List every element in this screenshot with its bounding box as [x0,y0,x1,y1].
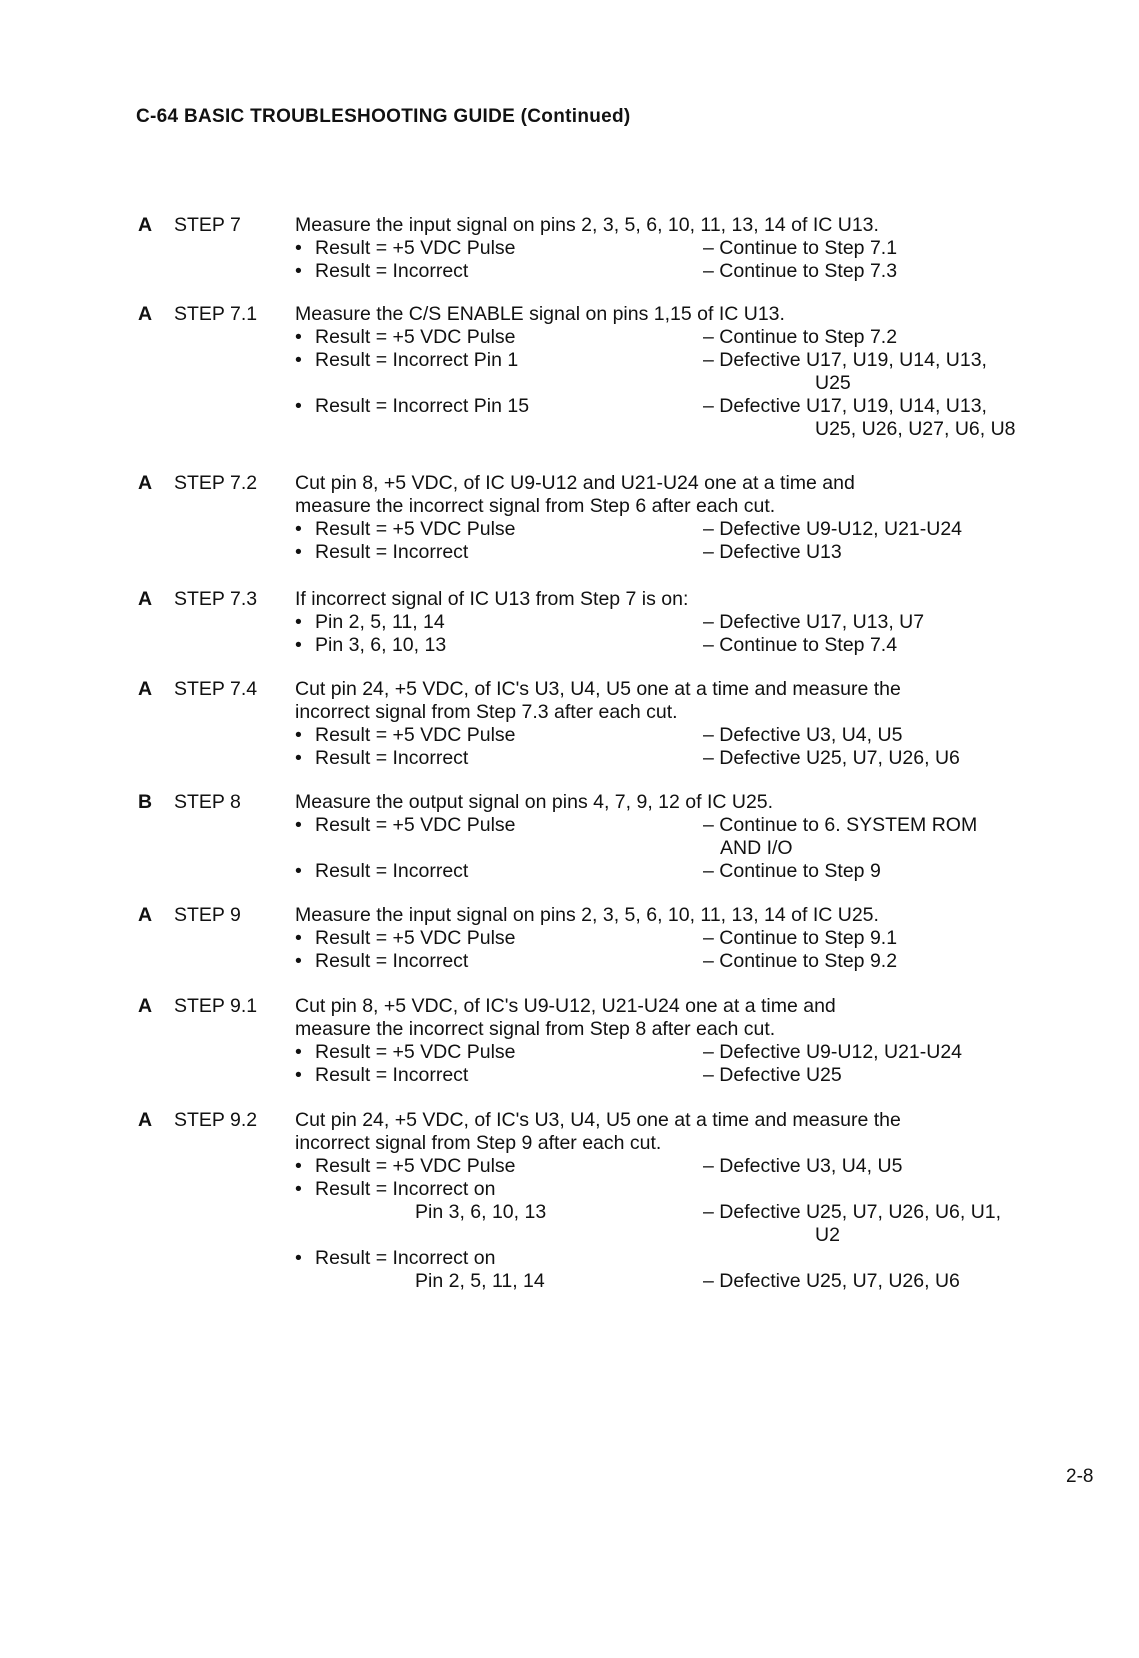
result-pins: Pin 3, 6, 10, 13 [415,1201,547,1223]
step-code: A [138,678,153,700]
step-body [295,1109,1075,1293]
result-row-continued [295,1201,1075,1224]
step-instruction: Cut pin 8, +5 VDC, of IC's U9-U12, U21-U24 one at a time and [295,995,836,1017]
step-body [295,588,1075,657]
result-row-continued [295,418,1075,441]
step-instruction: If incorrect signal of IC U13 from Step 7 is on: [295,588,689,610]
step-instruction: Measure the C/S ENABLE signal on pins 1,15 of IC U13. [295,303,785,325]
result-text: Result = +5 VDC Pulse [315,237,516,259]
result-row [295,927,1075,950]
result-row [295,1041,1075,1064]
result-text: Result = Incorrect [315,541,469,563]
result-row [295,860,1075,883]
result-action: – Defective U13 [703,541,842,563]
step-body [295,904,1075,973]
result-action: – Defective U17, U19, U14, U13, [703,395,987,417]
result-row [295,395,1075,418]
step-code: A [138,214,153,236]
step-code: A [138,995,153,1017]
step-code: A [138,588,153,610]
result-row [295,1247,1075,1270]
bullet: • [295,1064,302,1086]
step-label: STEP 9.2 [174,1109,258,1131]
result-row [295,260,1075,283]
result-action: – Continue to 6. SYSTEM ROM [703,814,978,836]
result-row-continued [295,1224,1075,1247]
result-action: – Continue to Step 7.3 [703,260,898,282]
bullet: • [295,518,302,540]
bullet: • [295,950,302,972]
step-label: STEP 7.1 [174,303,258,325]
result-action: – Defective U25, U7, U26, U6, U1, [703,1201,1002,1223]
result-text: Result = Incorrect Pin 1 [315,349,519,371]
result-action: – Defective U25, U7, U26, U6 [703,1270,960,1292]
result-text: Result = +5 VDC Pulse [315,326,516,348]
result-text: Result = Incorrect Pin 15 [315,395,530,417]
result-text: Result = Incorrect [315,260,469,282]
result-action: – Continue to Step 9.1 [703,927,898,949]
step-instruction: Cut pin 24, +5 VDC, of IC's U3, U4, U5 one at a time and measure the [295,1109,901,1131]
result-row [295,326,1075,349]
step-body [295,472,1075,564]
step-label: STEP 7 [174,214,241,236]
bullet: • [295,260,302,282]
bullet: • [295,1178,302,1200]
step-instruction: measure the incorrect signal from Step 6 after each cut. [295,495,776,517]
result-text: Result = +5 VDC Pulse [315,724,516,746]
bullet: • [295,237,302,259]
result-text: Result = Incorrect on [315,1247,496,1269]
step-code: A [138,1109,153,1131]
bullet: • [295,541,302,563]
bullet: • [295,1041,302,1063]
result-action: – Continue to Step 9 [703,860,881,882]
bullet: • [295,1247,302,1269]
result-action-continued: U25 [815,372,851,394]
bullet: • [295,326,302,348]
bullet: • [295,634,302,656]
bullet: • [295,611,302,633]
result-action-continued: U2 [815,1224,840,1246]
step-instruction: Measure the input signal on pins 2, 3, 5, 6, 10, 11, 13, 14 of IC U25. [295,904,879,926]
step-label: STEP 9 [174,904,241,926]
result-action: – Defective U17, U13, U7 [703,611,925,633]
page-title: C-64 BASIC TROUBLESHOOTING GUIDE (Continued) [136,106,631,127]
result-text: Result = Incorrect [315,950,469,972]
result-row [295,1155,1075,1178]
step-code: A [138,303,153,325]
result-action: – Continue to Step 7.2 [703,326,898,348]
step-label: STEP 7.3 [174,588,258,610]
step-body [295,214,1075,283]
bullet: • [295,814,302,836]
step-instruction: Measure the output signal on pins 4, 7, 9, 12 of IC U25. [295,791,774,813]
result-row [295,237,1075,260]
result-row-continued [295,837,1075,860]
result-text: Pin 2, 5, 11, 14 [315,611,445,633]
result-row-continued [295,1270,1075,1293]
step-code: B [138,791,153,813]
step-instruction: measure the incorrect signal from Step 8 after each cut. [295,1018,776,1040]
step-code: A [138,472,153,494]
step-instruction: Measure the input signal on pins 2, 3, 5, 6, 10, 11, 13, 14 of IC U13. [295,214,879,236]
result-row [295,724,1075,747]
result-row [295,541,1075,564]
result-row [295,950,1075,973]
step-instruction: incorrect signal from Step 7.3 after each cut. [295,701,678,723]
bullet: • [295,747,302,769]
result-row-continued [295,372,1075,395]
result-row [295,634,1075,657]
result-action: – Continue to Step 9.2 [703,950,898,972]
result-row [295,1064,1075,1087]
result-row [295,814,1075,837]
step-body [295,678,1075,770]
step-instruction: Cut pin 24, +5 VDC, of IC's U3, U4, U5 one at a time and measure the [295,678,901,700]
result-text: Result = +5 VDC Pulse [315,1155,516,1177]
step-body [295,995,1075,1087]
step-body [295,303,1075,441]
bullet: • [295,927,302,949]
bullet: • [295,1155,302,1177]
result-action: – Continue to Step 7.1 [703,237,898,259]
bullet: • [295,349,302,371]
result-text: Result = +5 VDC Pulse [315,518,516,540]
result-row [295,611,1075,634]
result-row [295,349,1075,372]
result-row [295,747,1075,770]
step-label: STEP 7.2 [174,472,258,494]
result-text: Result = Incorrect [315,1064,469,1086]
result-action: – Defective U3, U4, U5 [703,724,903,746]
step-body [295,791,1075,883]
result-action: – Defective U25, U7, U26, U6 [703,747,960,769]
result-action: – Defective U9-U12, U21-U24 [703,518,963,540]
bullet: • [295,395,302,417]
result-pins: Pin 2, 5, 11, 14 [415,1270,545,1292]
result-text: Result = Incorrect [315,860,469,882]
step-instruction: Cut pin 8, +5 VDC, of IC U9-U12 and U21-U24 one at a time and [295,472,855,494]
step-label: STEP 9.1 [174,995,258,1017]
result-action: – Defective U3, U4, U5 [703,1155,903,1177]
step-label: STEP 7.4 [174,678,258,700]
result-action-continued: AND I/O [720,837,793,859]
result-text: Result = +5 VDC Pulse [315,927,516,949]
result-action: – Defective U25 [703,1064,842,1086]
bullet: • [295,724,302,746]
page-number: 2-8 [1066,1466,1094,1487]
result-text: Result = Incorrect on [315,1178,496,1200]
result-row [295,518,1075,541]
result-text: Pin 3, 6, 10, 13 [315,634,447,656]
result-text: Result = +5 VDC Pulse [315,814,516,836]
result-action: – Continue to Step 7.4 [703,634,898,656]
result-action: – Defective U17, U19, U14, U13, [703,349,987,371]
result-text: Result = +5 VDC Pulse [315,1041,516,1063]
result-row [295,1178,1075,1201]
step-label: STEP 8 [174,791,241,813]
result-action-continued: U25, U26, U27, U6, U8 [815,418,1016,440]
step-code: A [138,904,153,926]
result-action: – Defective U9-U12, U21-U24 [703,1041,963,1063]
bullet: • [295,860,302,882]
step-instruction: incorrect signal from Step 9 after each cut. [295,1132,662,1154]
result-text: Result = Incorrect [315,747,469,769]
